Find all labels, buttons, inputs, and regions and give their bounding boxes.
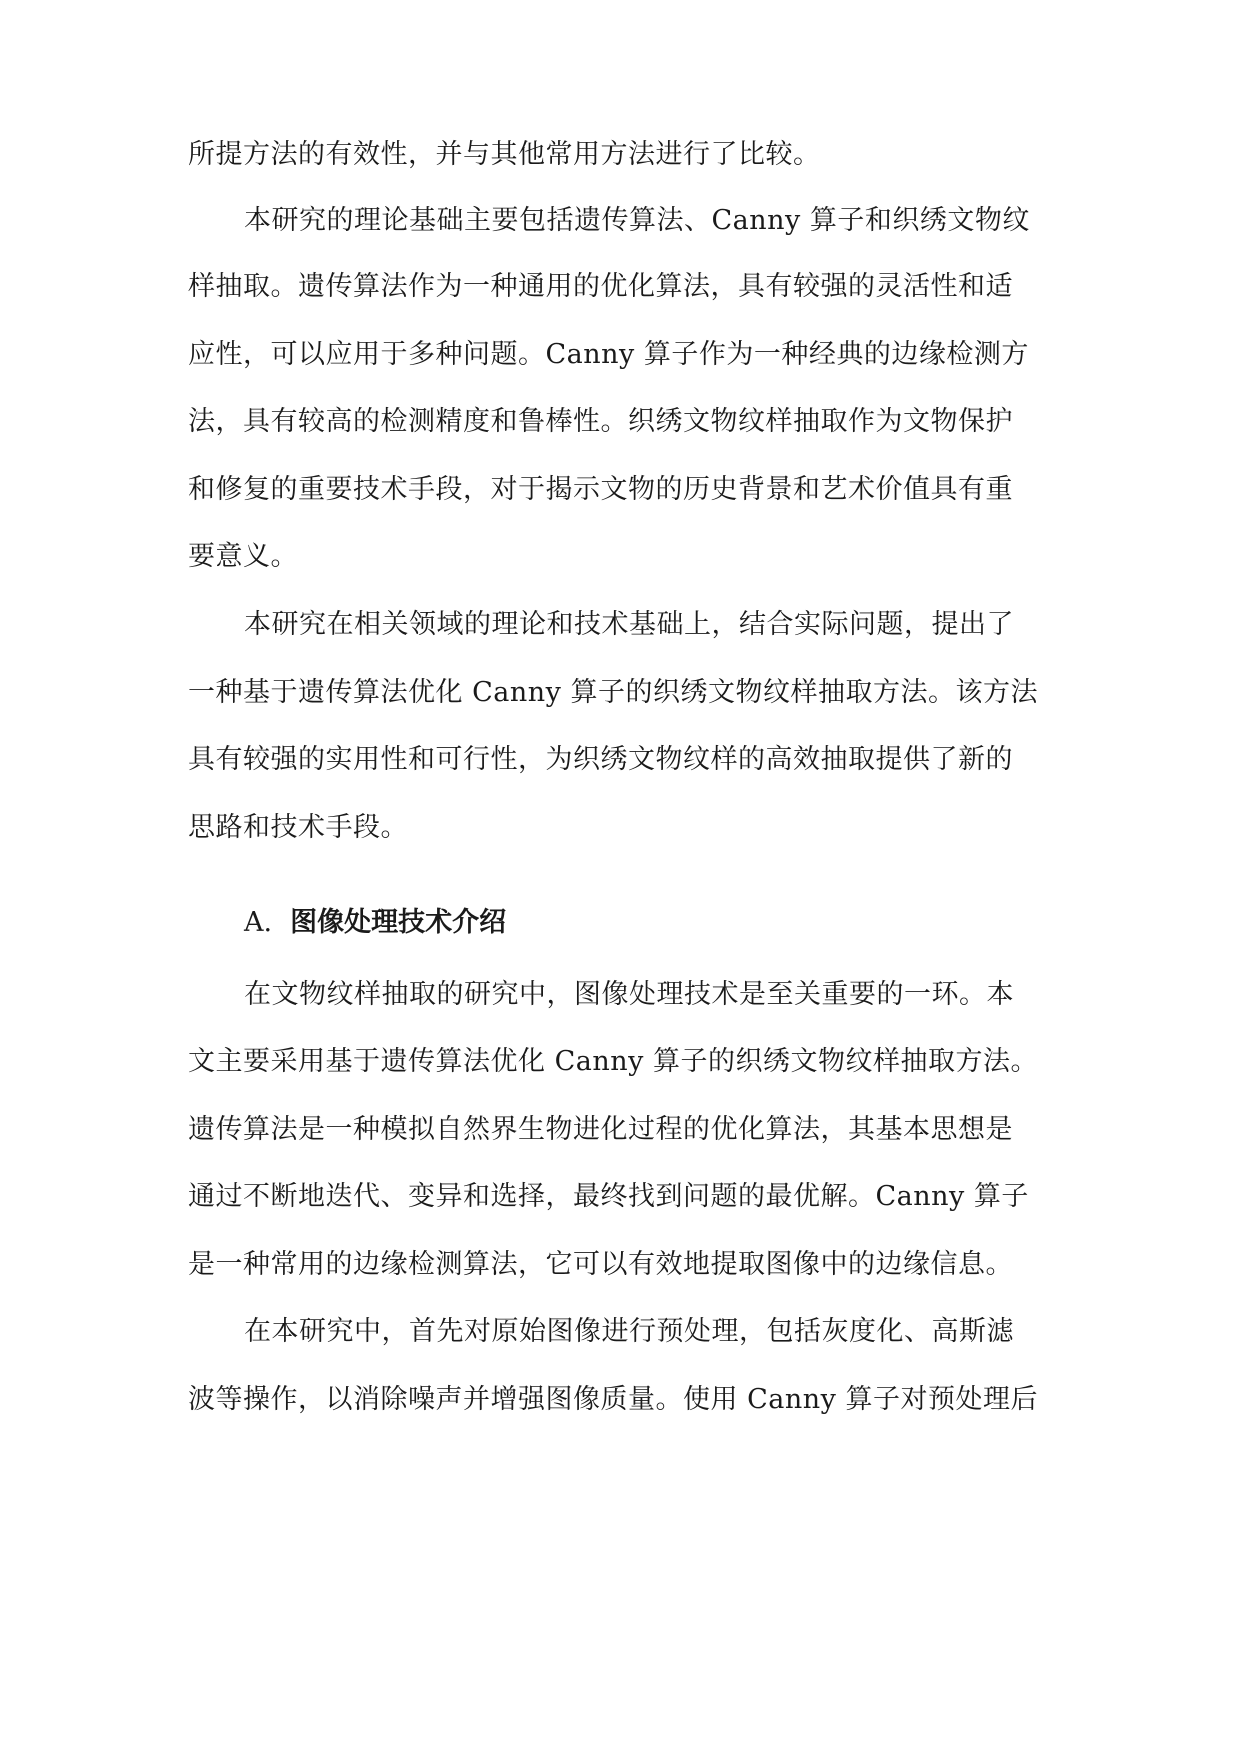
- paragraph-line: 本研究在相关领域的理论和技术基础上，结合实际问题，提出了: [244, 609, 1014, 640]
- paragraph-line: 在文物纹样抽取的研究中，图像处理技术是至关重要的一环。本: [244, 979, 1014, 1010]
- section-label: A.: [244, 907, 273, 938]
- paragraph-line: 和修复的重要技术手段，对于揭示文物的历史背景和艺术价值具有重: [188, 474, 1013, 505]
- paragraph-line: 所提方法的有效性，并与其他常用方法进行了比较。: [188, 139, 821, 170]
- paragraph-line: 本研究的理论基础主要包括遗传算法、Canny 算子和织绣文物纹: [244, 205, 1030, 236]
- paragraph-line: 文主要采用基于遗传算法优化 Canny 算子的织绣文物纹样抽取方法。: [188, 1046, 1038, 1077]
- paragraph-line: 是一种常用的边缘检测算法，它可以有效地提取图像中的边缘信息。: [188, 1249, 1013, 1280]
- paragraph-line: 在本研究中，首先对原始图像进行预处理，包括灰度化、高斯滤: [244, 1316, 1014, 1347]
- section-heading: [244, 906, 506, 940]
- paragraph-line: 遗传算法是一种模拟自然界生物进化过程的优化算法，其基本思想是: [188, 1114, 1013, 1145]
- paragraph-line: 应性，可以应用于多种问题。Canny 算子作为一种经典的边缘检测方: [188, 339, 1029, 370]
- paragraph-line: 要意义。: [188, 541, 298, 572]
- paragraph-line: 波等操作，以消除噪声并增强图像质量。使用 Canny 算子对预处理后: [188, 1384, 1038, 1415]
- paragraph-line: 思路和技术手段。: [188, 812, 408, 843]
- paragraph-line: 样抽取。遗传算法作为一种通用的优化算法，具有较强的灵活性和适: [188, 271, 1013, 302]
- paragraph-line: 通过不断地迭代、变异和选择，最终找到问题的最优解。Canny 算子: [188, 1181, 1029, 1212]
- paragraph-line: 一种基于遗传算法优化 Canny 算子的织绣文物纹样抽取方法。该方法: [188, 677, 1038, 708]
- paragraph-line: 具有较强的实用性和可行性，为织绣文物纹样的高效抽取提供了新的: [188, 744, 1013, 775]
- section-title: 图像处理技术介绍: [290, 907, 507, 938]
- paragraph-line: 法，具有较高的检测精度和鲁棒性。织绣文物纹样抽取作为文物保护: [188, 406, 1013, 437]
